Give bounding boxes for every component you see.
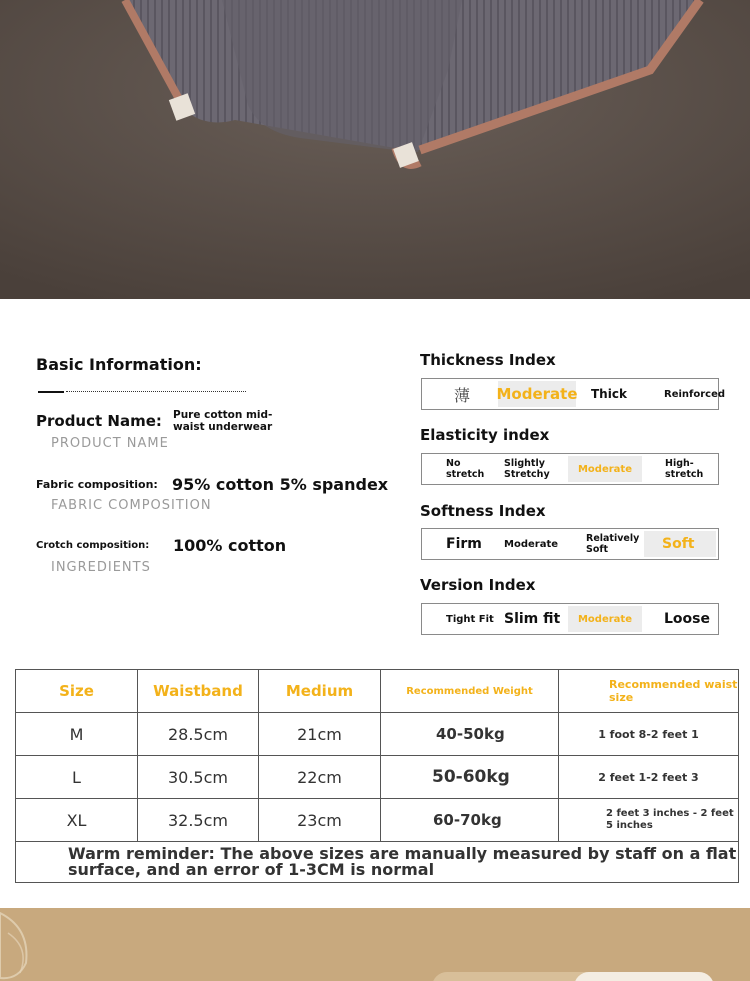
cell: M: [16, 713, 138, 756]
table-row: [16, 713, 739, 756]
warm-reminder: Warm reminder: The above sizes are manually measured by staff on a flat surface, and an error of 1-3CM is normal: [16, 842, 739, 883]
cell: 50-60kg: [381, 756, 559, 799]
option: Reinforced: [664, 388, 726, 400]
product-name-sub: PRODUCT NAME: [51, 436, 169, 451]
option: High-stretch: [665, 458, 704, 480]
thickness-scale: [421, 378, 726, 410]
product-name-value: Pure cotton mid-waist underwear: [173, 409, 273, 433]
option: Relatively Soft: [586, 533, 640, 555]
option-selected: Moderate: [568, 456, 642, 482]
cell: 21cm: [259, 713, 381, 756]
elasticity-title: Elasticity index: [420, 426, 550, 444]
size-table: [15, 669, 739, 883]
cell: 30.5cm: [138, 756, 259, 799]
version-title: Version Index: [420, 576, 536, 594]
cell: 22cm: [259, 756, 381, 799]
divider: [66, 391, 246, 392]
divider: [38, 391, 64, 393]
cell: 2 feet 3 inches - 2 feet 5 inches: [559, 799, 739, 842]
option-selected: Moderate: [568, 606, 642, 632]
cell: 1 foot 8-2 feet 1: [559, 713, 739, 756]
header-weight: Recommended Weight: [381, 670, 559, 713]
table-row: [16, 756, 739, 799]
header-waistband: Waistband: [138, 670, 259, 713]
option: Moderate: [504, 538, 559, 550]
cell: 23cm: [259, 799, 381, 842]
fabric-sub: FABRIC COMPOSITION: [51, 498, 212, 513]
option-selected: Moderate: [498, 381, 576, 407]
cell: 32.5cm: [138, 799, 259, 842]
option: No stretch: [446, 458, 485, 480]
softness-title: Softness Index: [420, 502, 546, 520]
option: Slim fit: [504, 611, 561, 627]
header-size: Size: [16, 670, 138, 713]
thickness-title: Thickness Index: [420, 351, 556, 369]
option: 薄: [454, 385, 471, 405]
product-photo: [0, 0, 750, 299]
basic-info-title: Basic Information:: [36, 355, 202, 374]
option-selected: Soft: [644, 531, 716, 557]
crotch-sub: INGREDIENTS: [51, 560, 151, 575]
cell: 40-50kg: [381, 713, 559, 756]
cell: 28.5cm: [138, 713, 259, 756]
option: Loose: [664, 611, 710, 627]
option: Firm: [446, 536, 482, 552]
table-note-row: [16, 842, 739, 883]
cell: L: [16, 756, 138, 799]
table-row: [16, 799, 739, 842]
fabric-label: Fabric composition:: [36, 478, 158, 491]
product-name-label: Product Name:: [36, 412, 162, 430]
option: Thick: [591, 387, 627, 401]
version-scale: [421, 603, 719, 635]
next-section-band: [0, 908, 750, 981]
option: Slightly Stretchy: [504, 458, 550, 480]
table-header-row: [16, 670, 739, 713]
crotch-value: 100% cotton: [173, 536, 287, 555]
header-medium: Medium: [259, 670, 381, 713]
fabric-value: 95% cotton 5% spandex: [172, 475, 389, 494]
header-waist-size: Recommended waist size: [559, 670, 739, 713]
cell: XL: [16, 799, 138, 842]
cell: 2 feet 1-2 feet 3: [559, 756, 739, 799]
cell: 60-70kg: [381, 799, 559, 842]
option: Tight Fit: [446, 613, 494, 625]
softness-scale: [421, 528, 719, 560]
crotch-label: Crotch composition:: [36, 540, 150, 551]
elasticity-scale: [421, 453, 719, 485]
